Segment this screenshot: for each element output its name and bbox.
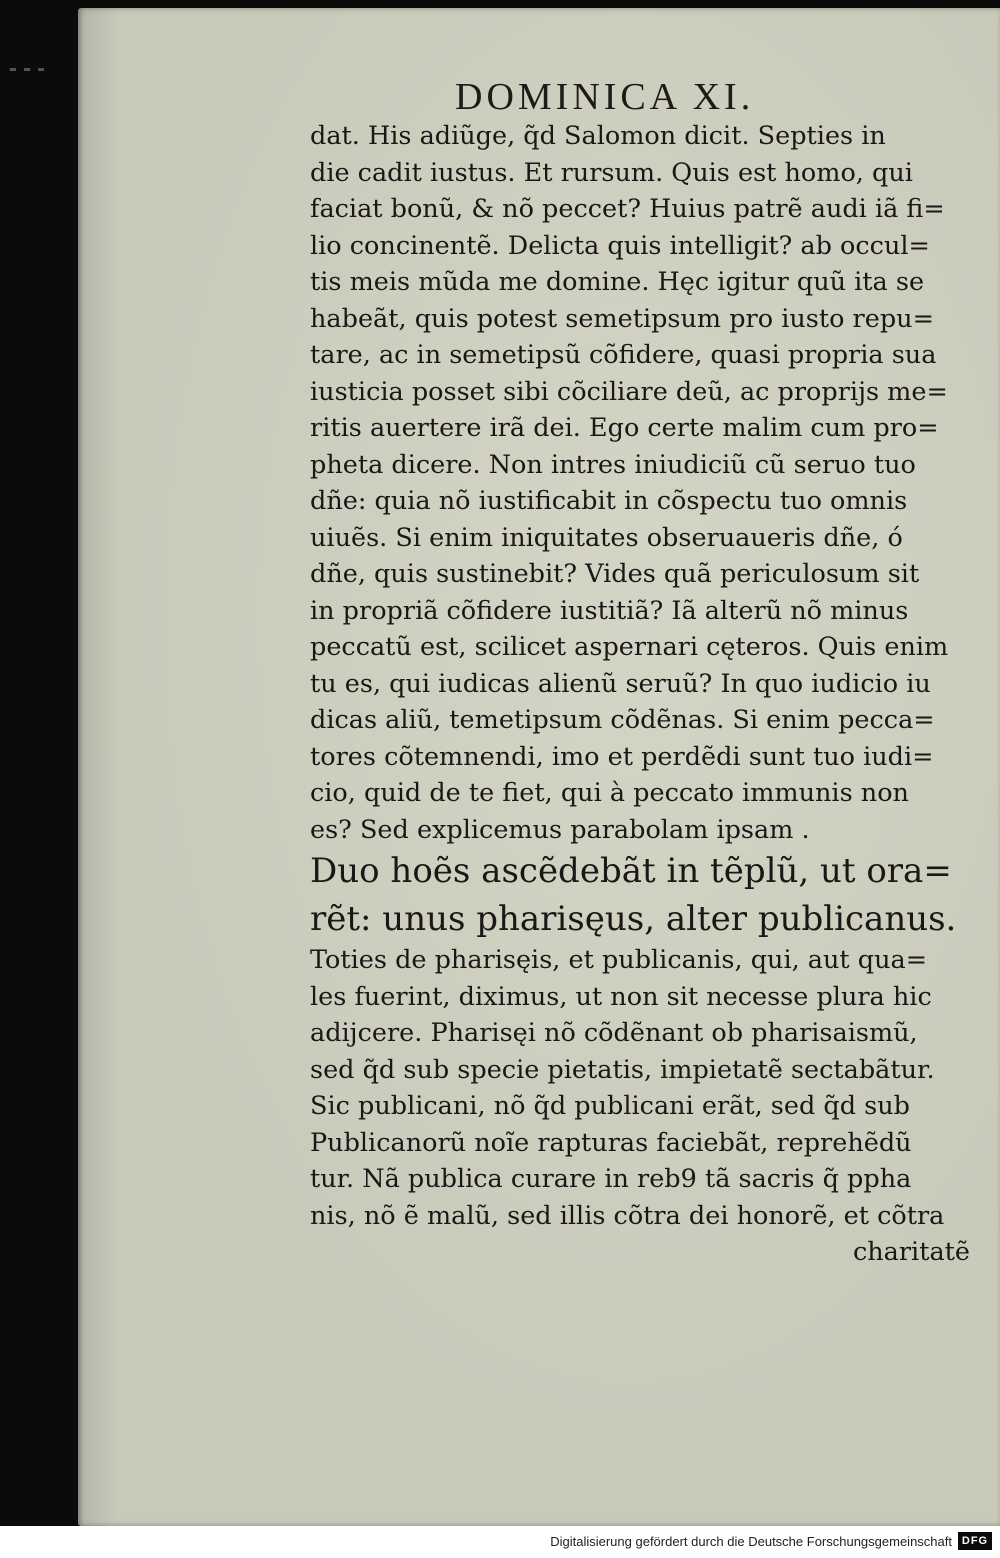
- text-line: dat. His adiũge, q̃d Salomon dicit. Septies in: [310, 121, 886, 151]
- text-line: tis meis mũda me domine. Hęc igitur quũ ita se: [310, 267, 925, 297]
- text-line: tur. Nã publica curare in reb9 tã sacris q̃ ppha: [310, 1164, 912, 1194]
- text-line: faciat bonũ, & nõ peccet? Huius patrẽ audi iã fi=: [310, 194, 945, 224]
- catchword: charitatẽ: [852, 1237, 970, 1267]
- text-line: uiuẽs. Si enim iniquitates obseruaueris dñe, ó: [310, 522, 903, 553]
- text-line: pheta dicere. Non intres iniudiciũ cũ seruo tuo: [310, 449, 916, 480]
- text-line: tare, ac in semetipsũ cõfidere, quasi propria sua: [310, 340, 937, 370]
- main-text: [310, 118, 970, 1271]
- funding-credit: Digitalisierung gefördert durch die Deutsche Forschungsgemeinschaft: [550, 1534, 952, 1549]
- text-line: in propriã cõfidere iustitiã? Iã alterũ nõ minus: [310, 595, 909, 626]
- text-line: nis, nõ ẽ malũ, sed illis cõtra dei honorẽ, et cõtra: [310, 1200, 945, 1231]
- text-line: cio, quid de te fiet, qui à peccato immunis non: [310, 778, 909, 808]
- text-line: die cadit iustus. Et rursum. Quis est homo, qui: [310, 157, 913, 188]
- running-header: DOMINICA XI.: [455, 76, 755, 118]
- text-line: dicas aliũ, temetipsum cõdẽnas. Si enim pecca=: [310, 705, 935, 735]
- text-line: tores cõtemnendi, imo et perdẽdi sunt tuo iudi=: [310, 741, 934, 772]
- text-line: ritis auertere irã dei. Ego certe malim cum pro=: [310, 413, 939, 443]
- text-line: tu es, qui iudicas alienũ seruũ? In quo iudicio iu: [310, 668, 931, 699]
- text-line: dñe, quis sustinebit? Vides quã periculosum sit: [310, 559, 920, 589]
- text-line: Toties de pharisęis, et publicanis, qui, aut qua=: [310, 945, 928, 975]
- lemma-line: Duo hoẽs ascẽdebãt in tẽplũ, ut ora=: [310, 851, 952, 891]
- text-line: adijcere. Pharisęi nõ cõdẽnant ob pharisaismũ,: [310, 1018, 918, 1048]
- text-line: habeãt, quis potest semetipsum pro iusto repu=: [310, 303, 934, 334]
- dfg-logo: DFG: [958, 1532, 992, 1550]
- spine-edge-marks: [10, 60, 50, 80]
- text-line: peccatũ est, scilicet aspernari cęteros. Quis enim: [310, 632, 949, 662]
- lemma-line: rẽt: unus pharisęus, alter publicanus.: [310, 899, 957, 939]
- text-line: Sic publicani, nõ q̃d publicani erãt, sed q̃d sub: [310, 1091, 910, 1121]
- footer-bar: [0, 1526, 1000, 1558]
- text-line: iusticia posset sibi cõciliare deũ, ac proprijs me=: [310, 376, 948, 407]
- text-line: les fuerint, diximus, ut non sit necesse plura hic: [310, 981, 932, 1012]
- text-line: dñe: quia nõ iustificabit in cõspectu tuo omnis: [310, 486, 908, 516]
- text-line: Publicanorũ noĩe rapturas faciebãt, reprehẽdũ: [310, 1127, 912, 1158]
- text-line: lio concinentẽ. Delicta quis intelligit? ab occul=: [310, 230, 930, 261]
- text-line: sed q̃d sub specie pietatis, impietatẽ sectabãtur.: [310, 1054, 935, 1085]
- text-line: es? Sed explicemus parabolam ipsam .: [310, 814, 810, 845]
